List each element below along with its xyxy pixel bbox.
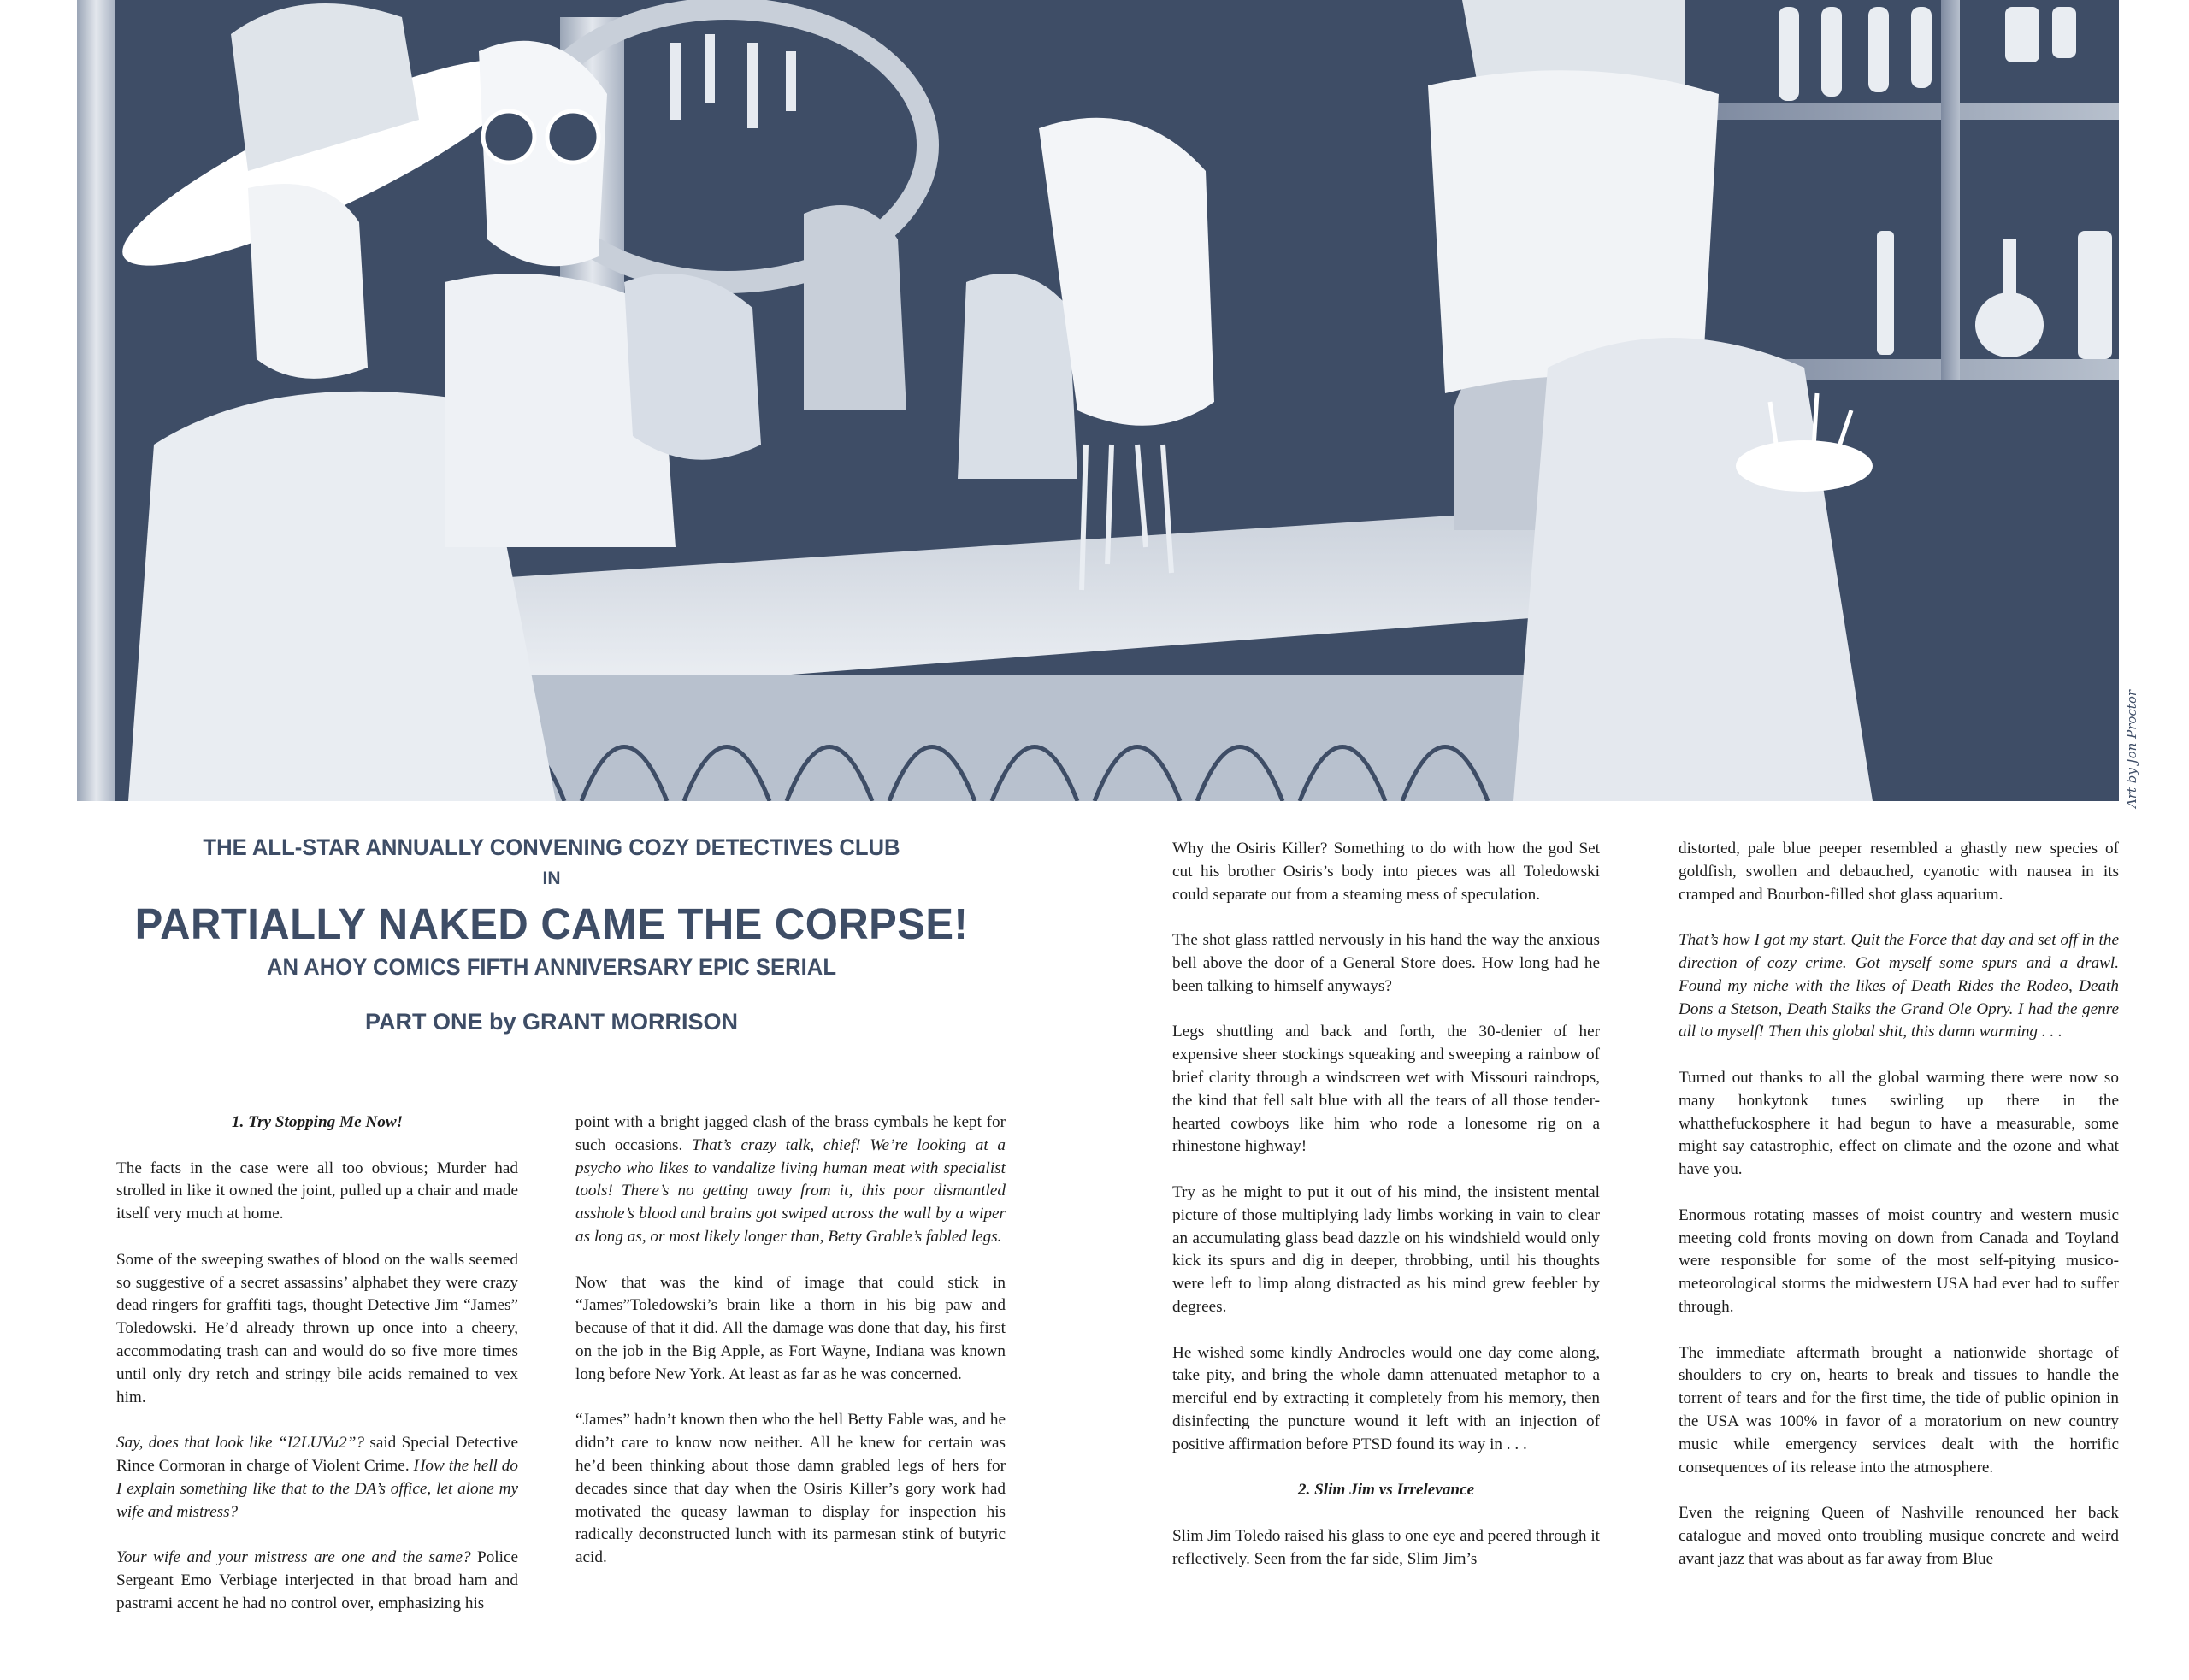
dog — [624, 274, 761, 460]
art-credit: Art by Jon Proctor — [2124, 689, 2139, 808]
club-name: THE ALL-STAR ANNUALLY CONVENING COZY DETECTIVES CLUB — [203, 834, 900, 860]
skull-bowl — [1736, 440, 1873, 492]
paragraph: Slim Jim Toledo raised his glass to one eye and peered through it reflectively. Seen from the far side, Slim Jim’s — [1172, 1526, 1600, 1568]
paragraph: Even the reigning Queen of Nashville renounced her back catalogue and moved onto troubling musique concrete and weird avant jazz that was about as far away from Blue — [1679, 1504, 2119, 1568]
paragraph: Turned out thanks to all the global warming there were now so many honkytonk tunes swirling up there in the whatthefuckosphere it had begun to have a measurable, some might say catastrophic, effect on climate and the ozone and what have you. — [1679, 1068, 2119, 1179]
header-illustration — [77, 0, 2119, 801]
paragraph: That’s how I got my start. Quit the Force that day and set off in the direction of cozy crime. Got myself some spurs and a drawl. Found my niche with the likes of Death Rides the Rodeo, Death Dons a Stetson, Death Stalks the Grand Ole Opry. I had the genre all to myself! Then this global shit, this damn warming . . . — [1679, 931, 2119, 1041]
paragraph: Try as he might to put it out of his mind, the insistent mental picture of those multiplying lady limbs working in vain to clear an accumulating glass bead dazzle on his windshield would only kick its spurs and dig in deeper, throbbing, until his thoughts were left to limp along distracted as his mind grew feebler by degrees. — [1172, 1182, 1600, 1316]
text-column-1 — [116, 1111, 518, 1638]
section-subhead: 1. Try Stopping Me Now! — [231, 1113, 404, 1131]
paragraph: He wished some kindly Androcles would one day come along, take pity, and bring the whole damn attenuated metaphor to a merciful end by extracting it completely from his memory, then disinfecting the puncture wound it left with an injection of positive affirmation before PTSD found its way in . . . — [1172, 1343, 1600, 1453]
text-column-2 — [575, 1111, 1006, 1593]
paragraph: Enormous rotating masses of moist country and western music meeting cold fronts moving on down from Canada and Toyland were responsible for some of the most self-pitying musico-meteorological storms the midwestern USA had ever had to suffer through. — [1679, 1205, 2119, 1316]
story-title: PARTIALLY NAKED CAME THE CORPSE! — [134, 899, 969, 948]
text-column-3 — [1172, 838, 1600, 1594]
cowboy-face — [248, 184, 368, 379]
byline: PART ONE by GRANT MORRISON — [364, 1009, 738, 1035]
paragraph: Say, does that look like “I2LUVu2”? said Special Detective Rince Cormoran in charge of Violent Crime. How the hell do I explain something like that to the DA’s office, let alone my wife and mistress? — [116, 1434, 518, 1521]
paragraph: Legs shuttling and back and forth, the 30-denier of her expensive sheer stockings squeaking and sweeping a rainbow of brief clarity through a windscreen wet with Missouri raindrops, the kind that fell salt blue with all the tears of all those tender-hearted cowboys like him who rode a lonesome rig on a rhinestone highway! — [1172, 1023, 1600, 1156]
paragraph: distorted, pale blue peeper resembled a ghastly new species of goldfish, swollen and debauched, cyanotic with nausea in its cramped and Bourbon-filled shot glass aquarium. — [1679, 840, 2119, 904]
pillar-left — [77, 0, 115, 801]
serial-subtitle: AN AHOY COMICS FIFTH ANNIVERSARY EPIC SERIAL — [266, 954, 837, 980]
article-heading — [77, 834, 1026, 1035]
text-column-4 — [1679, 838, 2119, 1594]
paragraph: Why the Osiris Killer? Something to do with how the god Set cut his brother Osiris’s body into pieces was all Toledowski could separate out from a steaming mess of speculation. — [1172, 840, 1600, 904]
paragraph: The shot glass rattled nervously in his hand the way the anxious bell above the door of a General Store does. How long had he been talking to himself anyways? — [1172, 931, 1600, 995]
paragraph: Your wife and your mistress are one and the same? Police Sergeant Emo Verbiage interjected in that broad ham and pastrami accent he had no control over, emphasizing his — [116, 1548, 518, 1612]
illustration-drawing — [77, 0, 2119, 801]
section-subhead: 2. Slim Jim vs Irrelevance — [1297, 1481, 1475, 1500]
paragraph: The immediate aftermath brought a nationwide shortage of shoulders to cry on, hearts to break and tissues to handle the torrent of tears and for the first time, the tide of public opinion in the USA was 100% in favor of a moratorium on new country music while emergency services dealt with the horrific consequences of its release into the atmosphere. — [1679, 1343, 2119, 1477]
paragraph: Now that was the kind of image that could stick in “James”Toledowski’s brain like a thorn in his big paw and because of that it did. All the damage was done that day, his first on the job in the Big Apple, as Fort Wayne, Indiana was known long before New York. At least as far as he was concerned. — [575, 1273, 1006, 1383]
heading-in: IN — [542, 869, 561, 888]
paragraph: “James” hadn’t known then who the hell Betty Fable was, and he didn’t care to know now neither. All he knew for certain was he’d been thinking about those damn grabled legs of hers for decades since that day when the Osiris Killer’s gory work had motivated the queasy lawman to display for inspection his radically deconstructed lunch with its parmesan stink of butyric acid. — [575, 1411, 1006, 1567]
paragraph: The facts in the case were all too obvious; Murder had strolled in like it owned the joint, pulled up a chair and made itself very much at home. — [116, 1158, 518, 1223]
paragraph: point with a bright jagged clash of the brass cymbals he kept for such occasions. That’s crazy talk, chief! We’re looking at a psycho who likes to vandalize living human meat with specialist tools! There’s no getting away from it, this poor dismantled asshole’s blood and brains got swiped across the wall by a wiper as long as, or most likely longer than, Betty Grable’s fabled legs. — [575, 1113, 1006, 1246]
paragraph: Some of the sweeping swathes of blood on the walls seemed so suggestive of a secret assassins’ alphabet they were crazy dead ringers for graffiti tags, thought Detective Jim “James” Toledowski. He’d already thrown up once into a cheery, accommodating trash can and would do so five more times until only dry retch and stringy bile acids remained to vex him. — [116, 1250, 518, 1406]
